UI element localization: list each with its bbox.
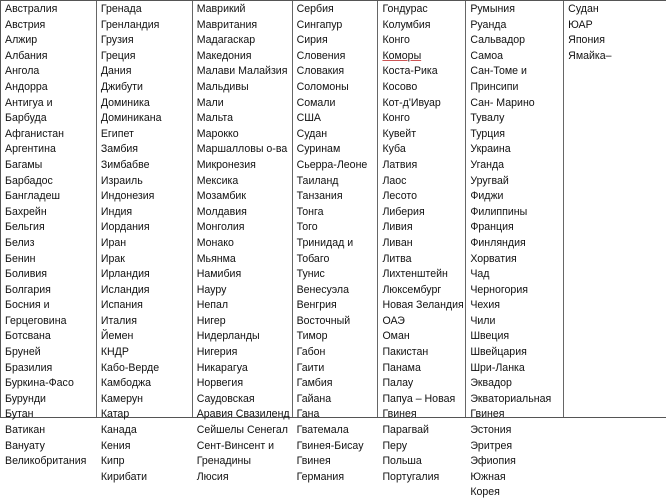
table-cell: Гана [296,408,320,421]
table-cell: Коморы [382,49,422,62]
table-column [466,1,564,499]
table-cell: Таиланд [296,174,339,187]
table-cell: Сербия [296,3,334,15]
table-cell: Доминикана [100,112,162,125]
table-cell: Бруней [5,346,41,359]
table-cell: Гамбия [296,377,333,390]
table-cell: Нигер [196,314,226,327]
table-cell: Бенин [5,252,36,265]
table-cell: Мавритания [196,18,258,31]
table-cell: Ямайка– [568,49,612,62]
table-cell: Барбуда [5,112,47,125]
table-cell: Иран [100,236,127,249]
table-cell: Кипр [100,455,125,468]
table-cell: Мексика [196,174,239,187]
table-cell: Оман [382,330,410,343]
table-column [1,1,97,468]
table-cell: Аравия Свазиленд [196,408,290,421]
table-cell: Бразилия [5,361,53,374]
table-column [97,1,193,483]
table-cell: Бельгия [5,221,45,234]
table-cell: Кирибати [100,470,148,483]
table-cell: Соломоны [296,80,349,93]
table-cell: Нидерланды [196,330,260,343]
table-cell: Норвегия [196,377,244,390]
table-cell: Ирак [100,252,125,265]
table-cell: Белиз [5,236,35,249]
table-cell: Йемен [100,330,134,343]
table-cell: Коста-Рика [382,65,438,78]
table-cell: Замбия [100,143,139,156]
table-cell: Грузия [100,34,134,47]
table-cell: Тимор [296,330,328,343]
table-cell: Индонезия [100,190,155,203]
table-cell: Израиль [100,174,143,187]
table-cell: Испания [100,299,143,312]
table-cell: Колумбия [382,18,431,31]
table-cell: Ватикан [5,424,46,437]
table-cell: Сан- Марино [470,96,535,109]
table-cell: Румыния [470,3,515,15]
table-cell: Франция [470,221,514,234]
table-cell: Мозамбик [196,190,246,203]
table-cell: Гаити [296,361,325,374]
table-cell: Латвия [382,158,418,171]
table-cell: Япония [568,34,605,47]
table-cell: Новая Зеландия [382,299,464,312]
table-cell: ОАЭ [382,314,405,327]
table-cell: Пакистан [382,346,429,359]
table-cell: Бахрейн [5,205,47,218]
table-cell: Канада [100,424,137,437]
table-cell: Польша [382,455,422,468]
table-cell: Вануату [5,439,45,452]
table-cell: Гвинея-Бисау [296,439,364,452]
table-cell: Того [296,221,318,234]
table-cell: Эритрея [470,439,513,452]
table-cell: Малави Малайзия [196,65,288,78]
table-cell: Лесото [382,190,417,203]
table-cell: Сент-Винсент и [196,439,275,452]
table-cell: Греция [100,49,136,62]
table-cell: Венесуэла [296,283,349,296]
table-cell: Никарагуа [196,361,248,374]
table-cell: Люксембург [382,283,442,296]
table-cell: Чили [470,314,496,327]
table-cell: Аргентина [5,143,56,156]
table-cell: Хорватия [470,252,517,265]
table-cell: Буркина-Фасо [5,377,74,390]
table-cell: Барбадос [5,174,53,187]
table-cell: Эквадор [470,377,512,390]
table-cell: Камерун [100,392,144,405]
table-cell: Иордания [100,221,150,234]
table-cell: Гвинея [382,408,417,421]
table-cell: Италия [100,314,137,327]
table-cell: Португалия [382,470,440,483]
table-cell: Ливан [382,236,413,249]
table-cell: Македония [196,49,252,62]
table-cell: Мьянма [196,252,236,265]
table-cell: Андорра [5,80,48,93]
table-cell: Косово [382,80,418,93]
table-cell: Бангладеш [5,190,60,203]
table-cell: Панама [382,361,421,374]
table-cell: Ливия [382,221,413,234]
table-cell: Уругвай [470,174,509,187]
table-cell: Принсипи [470,80,519,93]
table-cell: Германия [296,470,345,483]
table-cell: Дания [100,65,132,78]
table-column [564,1,666,417]
table-cell: Герцеговина [5,314,67,327]
table-cell: Швеция [470,330,510,343]
table-cell: Палау [382,377,414,390]
table-cell: Албания [5,49,48,62]
table-cell: Тувалу [470,112,505,125]
table-cell: Гватемала [296,424,349,437]
table-cell: Южная [470,470,506,483]
table-cell: Люсия [196,470,229,483]
table-cell: Турция [470,127,505,140]
table-cell: Монако [196,236,234,249]
table-cell: Тонга [296,205,324,218]
table-cell: Мали [196,96,224,109]
table-cell: Ирландия [100,268,150,281]
table-cell: Тунис [296,268,325,281]
table-cell: Перу [382,439,408,452]
table-cell: Экваториальная [470,392,552,405]
table-cell: Либерия [382,205,425,218]
table-cell: Лаос [382,174,407,187]
table-cell: Джибути [100,80,143,93]
table-cell: Босния и [5,299,50,312]
table-cell: Зимбабве [100,158,150,171]
table-cell: Сан-Томе и [470,65,527,78]
table-cell: Нигерия [196,346,238,359]
table-cell: Алжир [5,34,38,47]
table-cell: Литва [382,252,412,265]
table-cell: Камбоджа [100,377,151,390]
table-cell: Ботсвана [5,330,51,343]
table-cell: Катар [100,408,130,421]
table-cell: США [296,112,321,125]
table-cell: Боливия [5,268,47,281]
table-cell: Словакия [296,65,345,78]
table-cell: Египет [100,127,134,140]
table-cell: Маврикий [196,3,246,15]
table-column [293,1,379,483]
table-cell: Суринам [296,143,341,156]
table-cell: Куба [382,143,406,156]
table-cell: Молдавия [196,205,247,218]
table-column [193,1,293,483]
table-cell: Папуа – Новая [382,392,456,405]
table-cell: Маршалловы о-ва [196,143,288,156]
table-cell: Судан [568,3,599,15]
table-cell: Бурунди [5,392,46,405]
table-cell: Самоа [470,49,504,62]
table-cell: Гондурас [382,3,428,15]
table-cell: Конго [382,112,410,125]
table-cell: Доминика [100,96,150,109]
table-cell: Мальдивы [196,80,249,93]
table-cell: Великобритания [5,455,87,468]
table-cell: Эстония [470,424,512,437]
table-cell: Ангола [5,65,40,78]
table-cell: Индия [100,205,133,218]
table-cell: Сейшелы Сенегал [196,424,288,437]
table-cell: Кот-д'Ивуар [382,96,441,109]
table-cell: Афганистан [5,127,64,140]
table-cell: Восточный [296,314,351,327]
table-cell: Фиджи [470,190,504,203]
table-cell: Микронезия [196,158,256,171]
table-cell: Чад [470,268,490,281]
table-cell: Гвинея [470,408,505,421]
table-cell: Непал [196,299,229,312]
table-cell: Тобаго [296,252,330,265]
table-cell: Исландия [100,283,150,296]
table-cell: Кения [100,439,131,452]
table-cell: Антигуа и [5,96,53,109]
table-cell: Словения [296,49,346,62]
table-cell: Конго [382,34,410,47]
table-column [378,1,466,483]
table-cell: Болгария [5,283,51,296]
table-cell: Сомали [296,96,336,109]
table-cell: Гренадины [196,455,251,468]
table-cell: Филиппины [470,205,528,218]
table-cell: Руанда [470,18,507,31]
table-cell: Марокко [196,127,239,140]
table-cell: Венгрия [296,299,337,312]
table-cell: Гайана [296,392,332,405]
table-cell: Уганда [470,158,505,171]
table-cell: ЮАР [568,18,593,31]
table-cell: Сингапур [296,18,343,31]
table-cell: Саудовская [196,392,255,405]
table-cell: Шри-Ланка [470,361,525,374]
table-cell: Судан [296,127,328,140]
table-cell: Украина [470,143,511,156]
table-cell: Кабо-Верде [100,361,160,374]
table-cell: Лихтенштейн [382,268,448,281]
table-cell: Корея [470,486,500,499]
table-cell: Гренада [100,3,142,15]
table-cell: Мальта [196,112,234,125]
table-cell: Науру [196,283,227,296]
table-cell: Швейцария [470,346,527,359]
table-cell: Сьерра-Леоне [296,158,368,171]
table-cell: Черногория [470,283,528,296]
table-cell: Багамы [5,158,43,171]
table-cell: Гренландия [100,18,160,31]
table-cell: Гвинея [296,455,331,468]
table-cell: Чехия [470,299,500,312]
table-cell: Австрия [5,18,46,31]
table-cell: Габон [296,346,326,359]
table-cell: Сальвадор [470,34,526,47]
table-cell: Танзания [296,190,343,203]
table-cell: Мадагаскар [196,34,256,47]
table-cell: Австралия [5,3,58,15]
table-cell: Кувейт [382,127,417,140]
table-cell: Парагвай [382,424,429,437]
table-cell: Эфиопия [470,455,516,468]
table-cell: Бутан [5,408,34,421]
table-cell: КНДР [100,346,129,359]
table-cell: Тринидад и [296,236,354,249]
table-cell: Финляндия [470,236,526,249]
table-cell: Монголия [196,221,245,234]
table-cell: Сирия [296,34,328,47]
table-cell: Намибия [196,268,242,281]
